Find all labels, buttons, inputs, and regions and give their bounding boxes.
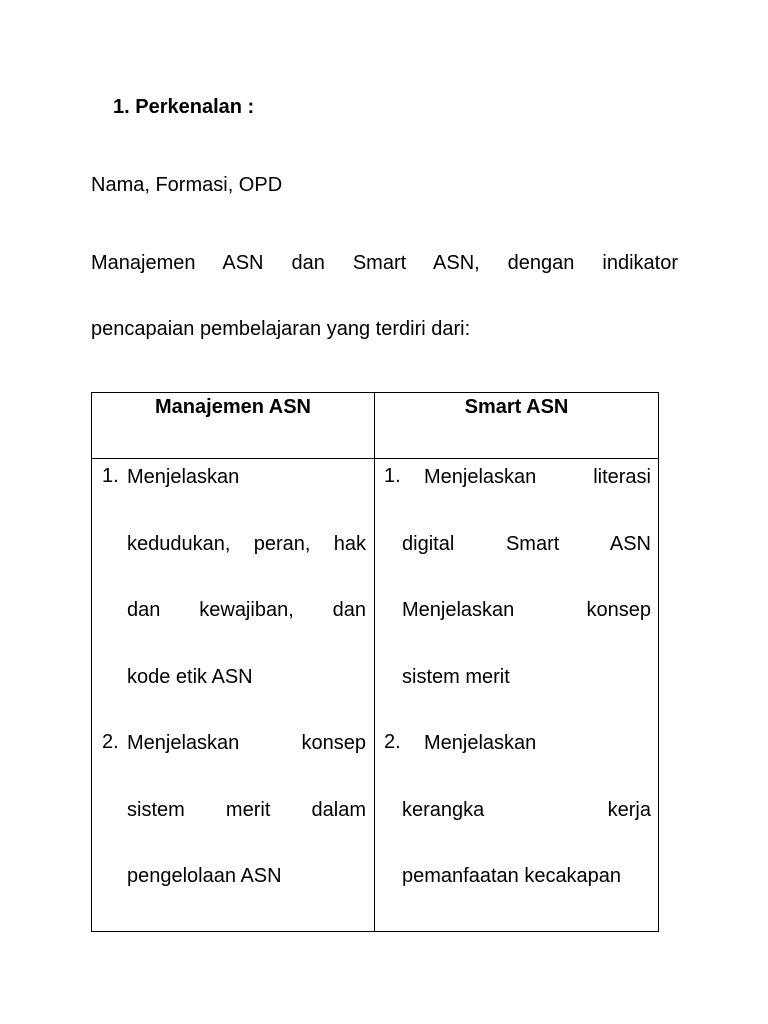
list-line: Menjelaskan konsep — [127, 732, 366, 754]
header-smart-asn: Smart ASN — [375, 393, 659, 459]
section-heading: 1. Perkenalan : — [113, 96, 255, 118]
list-line: sistem merit — [402, 665, 510, 688]
list-line: pengelolaan ASN — [127, 865, 282, 887]
list-number: 1. — [384, 465, 401, 487]
table-header-row — [92, 393, 659, 459]
manajemen-asn-cell — [92, 459, 375, 932]
list-item-continuation — [375, 532, 658, 732]
list-line: Menjelaskan konsep — [402, 599, 651, 621]
list-line: kerangka kerja — [402, 798, 651, 821]
list-line: digital Smart ASN — [402, 532, 651, 555]
list-line: dan kewajiban, dan — [127, 599, 366, 621]
description-line-2: pencapaian pembelajaran yang terdiri dari: — [91, 318, 471, 340]
list-item — [92, 731, 374, 931]
description-line-1: Manajemen ASN dan Smart ASN, dengan indikator — [91, 252, 678, 274]
list-line: pemanfaatan kecakapan — [402, 865, 622, 887]
table-row — [92, 459, 659, 932]
list-number: 1. — [102, 465, 119, 487]
list-number: 2. — [384, 731, 401, 753]
list-item-continuation — [375, 798, 658, 931]
list-line: kedudukan, peran, hak — [127, 532, 366, 555]
list-item — [375, 465, 658, 532]
list-item — [92, 465, 374, 731]
header-manajemen-asn: Manajemen ASN — [92, 393, 375, 459]
objectives-table — [91, 392, 659, 932]
list-line: Menjelaskan literasi — [424, 466, 651, 488]
list-line: sistem merit dalam — [127, 798, 366, 821]
list-line: kode etik ASN — [127, 665, 253, 688]
smart-asn-cell — [375, 459, 659, 932]
list-line: Menjelaskan — [424, 732, 537, 754]
intro-line: Nama, Formasi, OPD — [91, 174, 283, 196]
list-number: 2. — [102, 731, 119, 753]
list-line: Menjelaskan — [127, 466, 240, 488]
list-item — [375, 731, 658, 798]
